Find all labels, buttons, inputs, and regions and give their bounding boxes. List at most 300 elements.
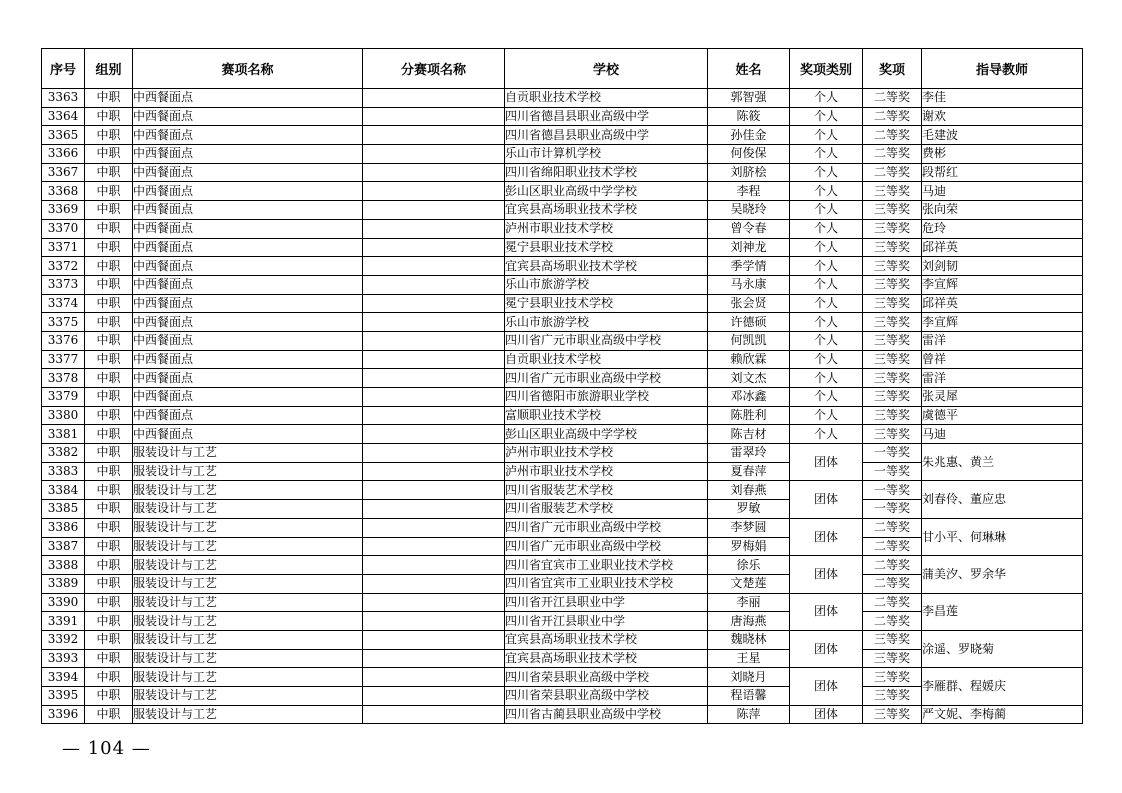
school-cell: 乐山市旅游学校 bbox=[505, 275, 708, 294]
row-number: 3371 bbox=[42, 238, 85, 257]
award-cell: 三等奖 bbox=[863, 687, 922, 706]
group-cell: 中职 bbox=[85, 462, 133, 481]
group-cell: 中职 bbox=[85, 182, 133, 201]
school-cell: 四川省荣县职业高级中学校 bbox=[505, 668, 708, 687]
table-row bbox=[42, 163, 1083, 182]
event-name-cell: 服装设计与工艺 bbox=[133, 481, 363, 500]
row-number: 3386 bbox=[42, 518, 85, 537]
row-number: 3393 bbox=[42, 649, 85, 668]
award-cell: 三等奖 bbox=[863, 275, 922, 294]
school-cell: 自贡职业技术学校 bbox=[505, 350, 708, 369]
event-name-cell: 中西餐面点 bbox=[133, 126, 363, 145]
teacher-cell: 邱祥英 bbox=[922, 238, 1083, 257]
sub-event-cell bbox=[363, 425, 505, 444]
sub-event-cell bbox=[363, 275, 505, 294]
student-name-cell: 唐海燕 bbox=[708, 612, 790, 631]
student-name-cell: 邓冰鑫 bbox=[708, 388, 790, 407]
row-number: 3367 bbox=[42, 163, 85, 182]
event-name-cell: 中西餐面点 bbox=[133, 107, 363, 126]
student-name-cell: 陈萍 bbox=[708, 705, 790, 724]
teacher-cell: 刘春伶、董应忠 bbox=[922, 481, 1083, 518]
row-number: 3388 bbox=[42, 556, 85, 575]
event-name-cell: 中西餐面点 bbox=[133, 369, 363, 388]
school-cell: 四川省德昌县职业高级中学 bbox=[505, 107, 708, 126]
student-name-cell: 郭智强 bbox=[708, 89, 790, 108]
sub-event-cell bbox=[363, 500, 505, 519]
group-cell: 中职 bbox=[85, 257, 133, 276]
school-cell: 宜宾县高场职业技术学校 bbox=[505, 649, 708, 668]
award-type-cell: 个人 bbox=[790, 331, 863, 350]
group-cell: 中职 bbox=[85, 107, 133, 126]
group-cell: 中职 bbox=[85, 630, 133, 649]
teacher-cell: 马迪 bbox=[922, 425, 1083, 444]
teacher-cell: 费彬 bbox=[922, 145, 1083, 164]
event-name-cell: 中西餐面点 bbox=[133, 145, 363, 164]
student-name-cell: 陈吉材 bbox=[708, 425, 790, 444]
event-name-cell: 服装设计与工艺 bbox=[133, 593, 363, 612]
award-cell: 三等奖 bbox=[863, 238, 922, 257]
table-row bbox=[42, 350, 1083, 369]
school-cell: 四川省荣县职业高级中学校 bbox=[505, 687, 708, 706]
school-cell: 自贡职业技术学校 bbox=[505, 89, 708, 108]
table-row bbox=[42, 556, 1083, 575]
award-cell: 二等奖 bbox=[863, 126, 922, 145]
teacher-cell: 刘剑韧 bbox=[922, 257, 1083, 276]
table-row bbox=[42, 294, 1083, 313]
table-row bbox=[42, 593, 1083, 612]
row-number: 3369 bbox=[42, 201, 85, 220]
group-cell: 中职 bbox=[85, 275, 133, 294]
school-cell: 四川省宜宾市工业职业技术学校 bbox=[505, 574, 708, 593]
student-name-cell: 吴晓玲 bbox=[708, 201, 790, 220]
sub-event-cell bbox=[363, 462, 505, 481]
header-cell: 姓名 bbox=[708, 49, 790, 89]
row-number: 3379 bbox=[42, 388, 85, 407]
sub-event-cell bbox=[363, 89, 505, 108]
event-name-cell: 服装设计与工艺 bbox=[133, 687, 363, 706]
event-name-cell: 中西餐面点 bbox=[133, 257, 363, 276]
event-name-cell: 中西餐面点 bbox=[133, 201, 363, 220]
school-cell: 四川省广元市职业高级中学校 bbox=[505, 537, 708, 556]
row-number: 3391 bbox=[42, 612, 85, 631]
sub-event-cell bbox=[363, 687, 505, 706]
student-name-cell: 罗敏 bbox=[708, 500, 790, 519]
student-name-cell: 王星 bbox=[708, 649, 790, 668]
event-name-cell: 服装设计与工艺 bbox=[133, 668, 363, 687]
award-cell: 三等奖 bbox=[863, 257, 922, 276]
teacher-cell: 李昌莲 bbox=[922, 593, 1083, 630]
award-cell: 三等奖 bbox=[863, 649, 922, 668]
student-name-cell: 季学情 bbox=[708, 257, 790, 276]
award-cell: 一等奖 bbox=[863, 444, 922, 463]
event-name-cell: 中西餐面点 bbox=[133, 425, 363, 444]
award-type-cell: 个人 bbox=[790, 219, 863, 238]
school-cell: 乐山市旅游学校 bbox=[505, 313, 708, 332]
group-cell: 中职 bbox=[85, 294, 133, 313]
award-cell: 二等奖 bbox=[863, 89, 922, 108]
row-number: 3378 bbox=[42, 369, 85, 388]
table-row bbox=[42, 481, 1083, 500]
school-cell: 四川省开江县职业中学 bbox=[505, 593, 708, 612]
row-number: 3373 bbox=[42, 275, 85, 294]
table-row bbox=[42, 406, 1083, 425]
award-type-cell: 团体 bbox=[790, 630, 863, 667]
student-name-cell: 程语馨 bbox=[708, 687, 790, 706]
award-cell: 二等奖 bbox=[863, 537, 922, 556]
school-cell: 四川省绵阳职业技术学校 bbox=[505, 163, 708, 182]
event-name-cell: 服装设计与工艺 bbox=[133, 537, 363, 556]
sub-event-cell bbox=[363, 126, 505, 145]
teacher-cell: 朱兆惠、黄兰 bbox=[922, 444, 1083, 481]
teacher-cell: 蒲美汐、罗余华 bbox=[922, 556, 1083, 593]
row-number: 3368 bbox=[42, 182, 85, 201]
student-name-cell: 孙佳金 bbox=[708, 126, 790, 145]
sub-event-cell bbox=[363, 257, 505, 276]
event-name-cell: 中西餐面点 bbox=[133, 238, 363, 257]
sub-event-cell bbox=[363, 574, 505, 593]
row-number: 3372 bbox=[42, 257, 85, 276]
row-number: 3363 bbox=[42, 89, 85, 108]
event-name-cell: 中西餐面点 bbox=[133, 275, 363, 294]
award-type-cell: 团体 bbox=[790, 593, 863, 630]
student-name-cell: 雷翠玲 bbox=[708, 444, 790, 463]
sub-event-cell bbox=[363, 444, 505, 463]
student-name-cell: 刘脐桧 bbox=[708, 163, 790, 182]
award-cell: 三等奖 bbox=[863, 406, 922, 425]
student-name-cell: 张会贤 bbox=[708, 294, 790, 313]
school-cell: 四川省古蔺县职业高级中学校 bbox=[505, 705, 708, 724]
table-row bbox=[42, 257, 1083, 276]
award-type-cell: 团体 bbox=[790, 668, 863, 705]
award-type-cell: 个人 bbox=[790, 107, 863, 126]
row-number: 3392 bbox=[42, 630, 85, 649]
award-cell: 三等奖 bbox=[863, 705, 922, 724]
school-cell: 泸州市职业技术学校 bbox=[505, 462, 708, 481]
student-name-cell: 陈筱 bbox=[708, 107, 790, 126]
school-cell: 四川省广元市职业高级中学校 bbox=[505, 369, 708, 388]
school-cell: 乐山市计算机学校 bbox=[505, 145, 708, 164]
award-cell: 三等奖 bbox=[863, 369, 922, 388]
award-type-cell: 团体 bbox=[790, 705, 863, 724]
award-cell: 二等奖 bbox=[863, 145, 922, 164]
teacher-cell: 涂遥、罗晓菊 bbox=[922, 630, 1083, 667]
table-row bbox=[42, 425, 1083, 444]
award-cell: 二等奖 bbox=[863, 163, 922, 182]
header-cell: 奖项类别 bbox=[790, 49, 863, 89]
event-name-cell: 服装设计与工艺 bbox=[133, 574, 363, 593]
row-number: 3376 bbox=[42, 331, 85, 350]
award-cell: 三等奖 bbox=[863, 388, 922, 407]
event-name-cell: 服装设计与工艺 bbox=[133, 649, 363, 668]
student-name-cell: 徐乐 bbox=[708, 556, 790, 575]
award-cell: 二等奖 bbox=[863, 518, 922, 537]
event-name-cell: 服装设计与工艺 bbox=[133, 705, 363, 724]
award-cell: 三等奖 bbox=[863, 182, 922, 201]
school-cell: 冕宁县职业技术学校 bbox=[505, 294, 708, 313]
award-type-cell: 个人 bbox=[790, 126, 863, 145]
student-name-cell: 何俊保 bbox=[708, 145, 790, 164]
group-cell: 中职 bbox=[85, 350, 133, 369]
award-cell: 一等奖 bbox=[863, 500, 922, 519]
sub-event-cell bbox=[363, 201, 505, 220]
event-name-cell: 中西餐面点 bbox=[133, 388, 363, 407]
teacher-cell: 甘小平、何琳琳 bbox=[922, 518, 1083, 555]
award-type-cell: 团体 bbox=[790, 556, 863, 593]
sub-event-cell bbox=[363, 481, 505, 500]
award-cell: 二等奖 bbox=[863, 556, 922, 575]
school-cell: 富顺职业技术学校 bbox=[505, 406, 708, 425]
table-row bbox=[42, 89, 1083, 108]
student-name-cell: 李丽 bbox=[708, 593, 790, 612]
award-cell: 三等奖 bbox=[863, 425, 922, 444]
table-row bbox=[42, 331, 1083, 350]
sub-event-cell bbox=[363, 668, 505, 687]
sub-event-cell bbox=[363, 649, 505, 668]
student-name-cell: 刘文杰 bbox=[708, 369, 790, 388]
header-cell: 组别 bbox=[85, 49, 133, 89]
group-cell: 中职 bbox=[85, 126, 133, 145]
row-number: 3382 bbox=[42, 444, 85, 463]
award-type-cell: 个人 bbox=[790, 238, 863, 257]
teacher-cell: 张灵犀 bbox=[922, 388, 1083, 407]
row-number: 3364 bbox=[42, 107, 85, 126]
table-row bbox=[42, 705, 1083, 724]
school-cell: 彭山区职业高级中学学校 bbox=[505, 182, 708, 201]
school-cell: 四川省广元市职业高级中学校 bbox=[505, 331, 708, 350]
award-cell: 一等奖 bbox=[863, 481, 922, 500]
event-name-cell: 服装设计与工艺 bbox=[133, 612, 363, 631]
sub-event-cell bbox=[363, 331, 505, 350]
event-name-cell: 服装设计与工艺 bbox=[133, 500, 363, 519]
header-cell: 赛项名称 bbox=[133, 49, 363, 89]
award-type-cell: 个人 bbox=[790, 257, 863, 276]
student-name-cell: 李梦圆 bbox=[708, 518, 790, 537]
award-type-cell: 个人 bbox=[790, 369, 863, 388]
award-type-cell: 个人 bbox=[790, 388, 863, 407]
group-cell: 中职 bbox=[85, 201, 133, 220]
table-row bbox=[42, 182, 1083, 201]
award-type-cell: 个人 bbox=[790, 425, 863, 444]
award-type-cell: 团体 bbox=[790, 444, 863, 481]
table-header-row bbox=[42, 49, 1083, 89]
award-cell: 二等奖 bbox=[863, 612, 922, 631]
teacher-cell: 张向荣 bbox=[922, 201, 1083, 220]
award-type-cell: 团体 bbox=[790, 518, 863, 555]
event-name-cell: 中西餐面点 bbox=[133, 219, 363, 238]
school-cell: 四川省宜宾市工业职业技术学校 bbox=[505, 556, 708, 575]
school-cell: 泸州市职业技术学校 bbox=[505, 219, 708, 238]
teacher-cell: 李佳 bbox=[922, 89, 1083, 108]
sub-event-cell bbox=[363, 705, 505, 724]
table-body bbox=[42, 89, 1083, 724]
school-cell: 泸州市职业技术学校 bbox=[505, 444, 708, 463]
sub-event-cell bbox=[363, 163, 505, 182]
award-cell: 三等奖 bbox=[863, 201, 922, 220]
teacher-cell: 雷洋 bbox=[922, 331, 1083, 350]
teacher-cell: 李宣辉 bbox=[922, 313, 1083, 332]
award-type-cell: 个人 bbox=[790, 145, 863, 164]
table-row bbox=[42, 219, 1083, 238]
group-cell: 中职 bbox=[85, 313, 133, 332]
student-name-cell: 曾令春 bbox=[708, 219, 790, 238]
event-name-cell: 服装设计与工艺 bbox=[133, 518, 363, 537]
student-name-cell: 赖欣霖 bbox=[708, 350, 790, 369]
sub-event-cell bbox=[363, 369, 505, 388]
sub-event-cell bbox=[363, 612, 505, 631]
row-number: 3383 bbox=[42, 462, 85, 481]
table-row bbox=[42, 126, 1083, 145]
sub-event-cell bbox=[363, 145, 505, 164]
award-type-cell: 个人 bbox=[790, 313, 863, 332]
row-number: 3389 bbox=[42, 574, 85, 593]
header-cell: 奖项 bbox=[863, 49, 922, 89]
header-cell: 学校 bbox=[505, 49, 708, 89]
group-cell: 中职 bbox=[85, 500, 133, 519]
award-type-cell: 个人 bbox=[790, 163, 863, 182]
sub-event-cell bbox=[363, 350, 505, 369]
award-type-cell: 个人 bbox=[790, 294, 863, 313]
student-name-cell: 刘春燕 bbox=[708, 481, 790, 500]
student-name-cell: 刘晓月 bbox=[708, 668, 790, 687]
header-cell: 序号 bbox=[42, 49, 85, 89]
award-cell: 二等奖 bbox=[863, 593, 922, 612]
group-cell: 中职 bbox=[85, 406, 133, 425]
sub-event-cell bbox=[363, 537, 505, 556]
group-cell: 中职 bbox=[85, 668, 133, 687]
student-name-cell: 马永康 bbox=[708, 275, 790, 294]
group-cell: 中职 bbox=[85, 537, 133, 556]
school-cell: 四川省服装艺术学校 bbox=[505, 500, 708, 519]
award-cell: 三等奖 bbox=[863, 350, 922, 369]
student-name-cell: 夏春萍 bbox=[708, 462, 790, 481]
student-name-cell: 魏晓林 bbox=[708, 630, 790, 649]
row-number: 3370 bbox=[42, 219, 85, 238]
event-name-cell: 中西餐面点 bbox=[133, 350, 363, 369]
event-name-cell: 中西餐面点 bbox=[133, 331, 363, 350]
event-name-cell: 服装设计与工艺 bbox=[133, 556, 363, 575]
teacher-cell: 毛建波 bbox=[922, 126, 1083, 145]
group-cell: 中职 bbox=[85, 687, 133, 706]
sub-event-cell bbox=[363, 107, 505, 126]
group-cell: 中职 bbox=[85, 388, 133, 407]
award-cell: 三等奖 bbox=[863, 313, 922, 332]
award-type-cell: 个人 bbox=[790, 406, 863, 425]
award-cell: 一等奖 bbox=[863, 462, 922, 481]
row-number: 3366 bbox=[42, 145, 85, 164]
header-cell: 指导教师 bbox=[922, 49, 1083, 89]
row-number: 3380 bbox=[42, 406, 85, 425]
sub-event-cell bbox=[363, 406, 505, 425]
school-cell: 宜宾县高场职业技术学校 bbox=[505, 630, 708, 649]
group-cell: 中职 bbox=[85, 145, 133, 164]
row-number: 3385 bbox=[42, 500, 85, 519]
sub-event-cell bbox=[363, 238, 505, 257]
group-cell: 中职 bbox=[85, 238, 133, 257]
teacher-cell: 曾祥 bbox=[922, 350, 1083, 369]
header-cell: 分赛项名称 bbox=[363, 49, 505, 89]
event-name-cell: 中西餐面点 bbox=[133, 182, 363, 201]
sub-event-cell bbox=[363, 219, 505, 238]
group-cell: 中职 bbox=[85, 649, 133, 668]
group-cell: 中职 bbox=[85, 705, 133, 724]
student-name-cell: 陈胜利 bbox=[708, 406, 790, 425]
group-cell: 中职 bbox=[85, 593, 133, 612]
group-cell: 中职 bbox=[85, 369, 133, 388]
event-name-cell: 服装设计与工艺 bbox=[133, 630, 363, 649]
teacher-cell: 严文妮、李梅蔺 bbox=[922, 705, 1083, 724]
award-cell: 三等奖 bbox=[863, 219, 922, 238]
event-name-cell: 服装设计与工艺 bbox=[133, 462, 363, 481]
award-type-cell: 个人 bbox=[790, 182, 863, 201]
award-type-cell: 团体 bbox=[790, 481, 863, 518]
sub-event-cell bbox=[363, 593, 505, 612]
group-cell: 中职 bbox=[85, 331, 133, 350]
award-type-cell: 个人 bbox=[790, 201, 863, 220]
row-number: 3387 bbox=[42, 537, 85, 556]
group-cell: 中职 bbox=[85, 163, 133, 182]
award-type-cell: 个人 bbox=[790, 275, 863, 294]
school-cell: 四川省开江县职业中学 bbox=[505, 612, 708, 631]
group-cell: 中职 bbox=[85, 518, 133, 537]
row-number: 3375 bbox=[42, 313, 85, 332]
award-cell: 三等奖 bbox=[863, 331, 922, 350]
row-number: 3365 bbox=[42, 126, 85, 145]
school-cell: 四川省服装艺术学校 bbox=[505, 481, 708, 500]
event-name-cell: 中西餐面点 bbox=[133, 406, 363, 425]
sub-event-cell bbox=[363, 313, 505, 332]
table-row bbox=[42, 107, 1083, 126]
teacher-cell: 虞德平 bbox=[922, 406, 1083, 425]
teacher-cell: 邱祥英 bbox=[922, 294, 1083, 313]
student-name-cell: 许德硕 bbox=[708, 313, 790, 332]
school-cell: 冕宁县职业技术学校 bbox=[505, 238, 708, 257]
table-row bbox=[42, 201, 1083, 220]
event-name-cell: 中西餐面点 bbox=[133, 294, 363, 313]
sub-event-cell bbox=[363, 518, 505, 537]
event-name-cell: 中西餐面点 bbox=[133, 313, 363, 332]
school-cell: 宜宾县高场职业技术学校 bbox=[505, 201, 708, 220]
event-name-cell: 中西餐面点 bbox=[133, 89, 363, 108]
teacher-cell: 马迪 bbox=[922, 182, 1083, 201]
student-name-cell: 刘神龙 bbox=[708, 238, 790, 257]
school-cell: 四川省德昌县职业高级中学 bbox=[505, 126, 708, 145]
sub-event-cell bbox=[363, 294, 505, 313]
student-name-cell: 罗梅娟 bbox=[708, 537, 790, 556]
table-row bbox=[42, 275, 1083, 294]
award-cell: 三等奖 bbox=[863, 668, 922, 687]
sub-event-cell bbox=[363, 630, 505, 649]
teacher-cell: 段帮红 bbox=[922, 163, 1083, 182]
group-cell: 中职 bbox=[85, 481, 133, 500]
row-number: 3384 bbox=[42, 481, 85, 500]
row-number: 3394 bbox=[42, 668, 85, 687]
group-cell: 中职 bbox=[85, 444, 133, 463]
row-number: 3377 bbox=[42, 350, 85, 369]
event-name-cell: 中西餐面点 bbox=[133, 163, 363, 182]
award-cell: 二等奖 bbox=[863, 574, 922, 593]
sub-event-cell bbox=[363, 388, 505, 407]
school-cell: 彭山区职业高级中学学校 bbox=[505, 425, 708, 444]
group-cell: 中职 bbox=[85, 612, 133, 631]
school-cell: 四川省德阳市旅游职业学校 bbox=[505, 388, 708, 407]
group-cell: 中职 bbox=[85, 425, 133, 444]
sub-event-cell bbox=[363, 556, 505, 575]
table-row bbox=[42, 444, 1083, 463]
table-row bbox=[42, 518, 1083, 537]
table-row bbox=[42, 630, 1083, 649]
teacher-cell: 危玲 bbox=[922, 219, 1083, 238]
school-cell: 宜宾县高场职业技术学校 bbox=[505, 257, 708, 276]
